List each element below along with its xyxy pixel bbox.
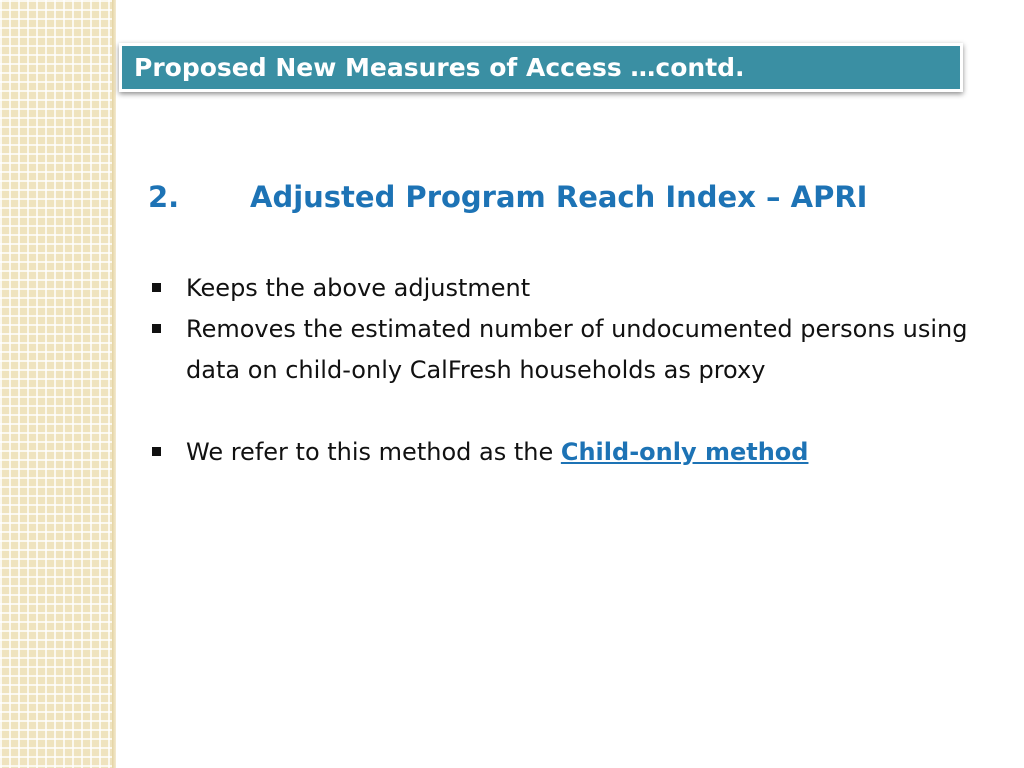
slide-title: Proposed New Measures of Access …contd. (134, 53, 745, 82)
heading-text: Adjusted Program Reach Index – APRI (250, 180, 868, 214)
heading-number: 2. (148, 180, 180, 214)
side-pattern-edge (112, 0, 116, 768)
bullet-item (150, 309, 980, 391)
bullet-item (150, 268, 980, 309)
section-heading (148, 180, 988, 214)
square-bullet-icon (152, 283, 161, 292)
square-bullet-icon (152, 324, 161, 333)
child-only-method-link[interactable]: Child-only method (560, 438, 809, 466)
decorative-side-pattern (0, 0, 112, 768)
bullet-text: Keeps the above adjustment (186, 274, 531, 302)
bullet-list (150, 268, 980, 473)
square-bullet-icon (152, 447, 161, 456)
bullet-text: We refer to this method as the (186, 438, 561, 466)
bullet-text: Removes the estimated number of undocumented persons using data on child-only CalFresh households as proxy (186, 315, 968, 384)
bullet-item (150, 432, 980, 473)
title-bar (119, 43, 963, 92)
